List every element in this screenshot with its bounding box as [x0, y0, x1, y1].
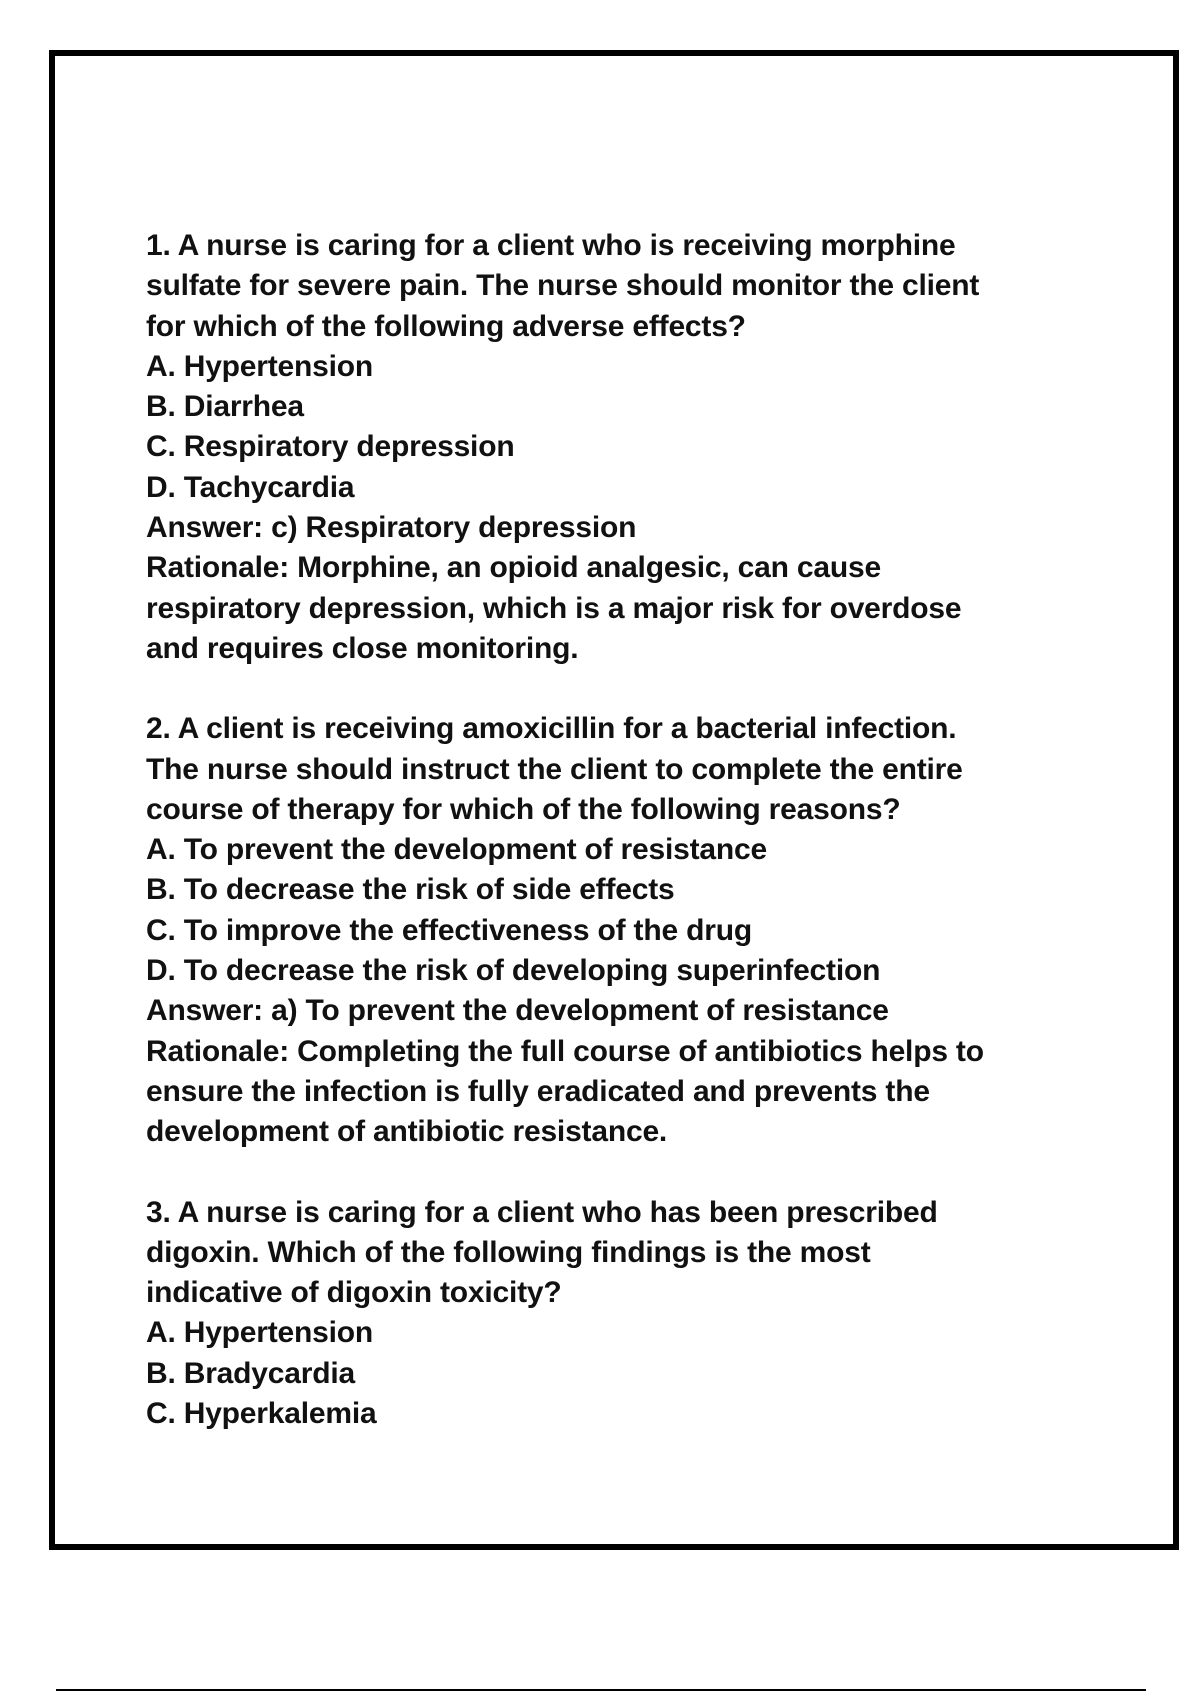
question-1-rationale-line-2: respiratory depression, which is a major risk for overdose — [146, 591, 962, 625]
question-3 — [146, 1193, 1106, 1435]
question-1-stem-line-3: for which of the following adverse effects? — [146, 309, 746, 343]
question-3-stem-line-3: indicative of digoxin toxicity? — [146, 1276, 562, 1310]
question-1-stem-line-1: 1. A nurse is caring for a client who is receiving morphine — [146, 229, 956, 262]
question-2 — [146, 709, 1106, 1152]
footer-divider — [56, 1689, 1146, 1691]
question-1-rationale-line-3: and requires close monitoring. — [146, 631, 579, 665]
question-1-option-b: B. Diarrhea — [146, 390, 304, 424]
question-2-rationale-line-3: development of antibiotic resistance. — [146, 1115, 668, 1149]
question-1-option-c: C. Respiratory depression — [146, 430, 515, 464]
question-2-rationale-line-1: Rationale: Completing the full course of antibiotics helps to — [146, 1034, 984, 1068]
question-1 — [146, 226, 1106, 669]
question-2-option-d: D. To decrease the risk of developing superinfection — [146, 954, 881, 988]
question-1-option-a: A. Hypertension — [146, 349, 374, 383]
question-2-stem-line-3: course of therapy for which of the following reasons? — [146, 792, 901, 826]
question-2-option-b: B. To decrease the risk of side effects — [146, 873, 675, 907]
question-3-stem-line-1: 3. A nurse is caring for a client who has been prescribed — [146, 1195, 938, 1229]
question-1-option-d: D. Tachycardia — [146, 470, 355, 504]
question-2-rationale-line-2: ensure the infection is fully eradicated and prevents the — [146, 1074, 930, 1108]
question-3-option-b: B. Bradycardia — [146, 1356, 355, 1390]
question-2-option-a: A. To prevent the development of resistance — [146, 833, 767, 867]
question-3-stem-line-2: digoxin. Which of the following findings is the most — [146, 1235, 871, 1269]
question-2-answer: Answer: a) To prevent the development of resistance — [146, 994, 889, 1028]
question-2-option-c: C. To improve the effectiveness of the drug — [146, 913, 752, 947]
question-3-option-c: C. Hyperkalemia — [146, 1397, 377, 1431]
question-2-stem-line-1: 2. A client is receiving amoxicillin for a bacterial infection. — [146, 712, 957, 746]
question-2-stem-line-2: The nurse should instruct the client to complete the entire — [146, 752, 963, 786]
question-content — [146, 226, 1106, 1434]
question-1-rationale-line-1: Rationale: Morphine, an opioid analgesic, can cause — [146, 551, 881, 585]
question-3-option-a: A. Hypertension — [146, 1316, 374, 1350]
question-1-answer: Answer: c) Respiratory depression — [146, 511, 637, 545]
question-1-stem-line-2: sulfate for severe pain. The nurse should monitor the client — [146, 269, 980, 303]
